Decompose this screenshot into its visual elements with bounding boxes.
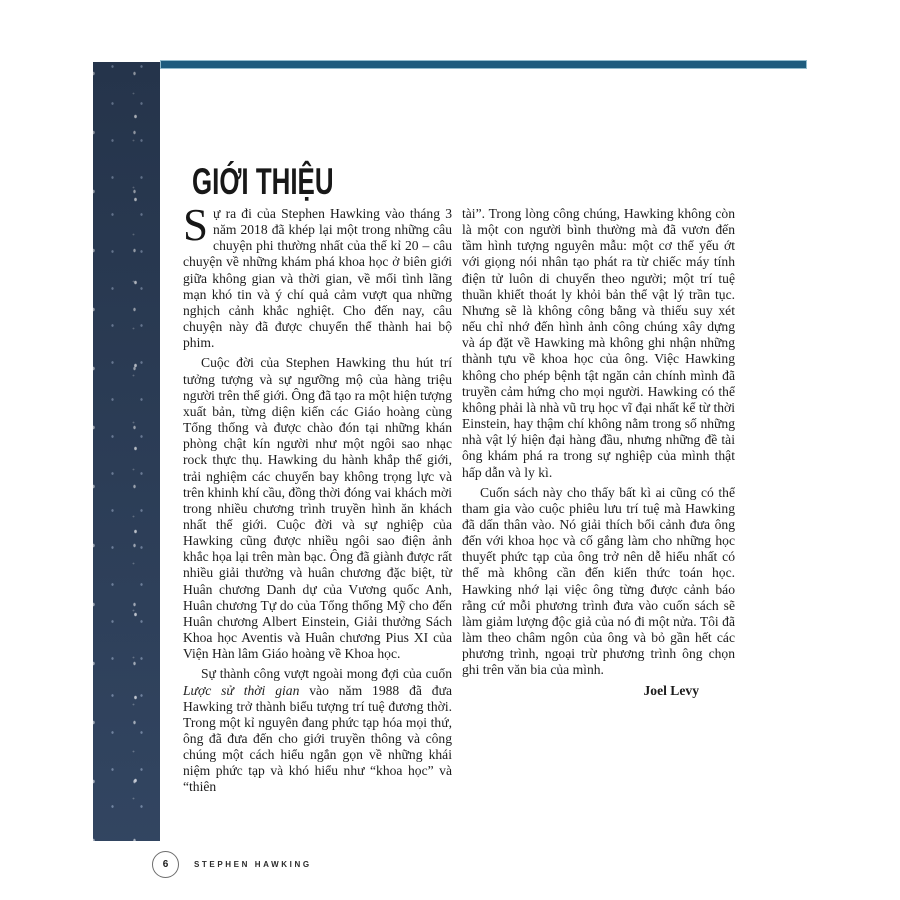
paragraph-3-post: vào năm 1988 đã đưa Hawking trở thành biểu tượng trí tuệ đương thời. Trong một kỉ nguyên đang phức tạp hóa mọi thứ, ông đã đưa đến cho giới truyền thông và công chúng một cách hiểu ngắn gọn về những khái niệm phức tạp và khó hiểu như “khoa học” và “thiên — [183, 682, 452, 795]
paragraph-2: Cuộc đời của Stephen Hawking thu hút trí tưởng tượng và sự ngưỡng mộ của hàng triệu người trên thế giới. Ông đã tạo ra một hiện tượng xuất bản, từng diện kiến các Giáo hoàng cùng Tổng thống và được chào đón tại những khán phòng chật kín người như một ngôi sao nhạc rock thực thụ. Hawking du hành khắp thế giới, trải nghiệm các chuyến bay không trọng lực và trên khinh khí cầu, đồng thời đóng vai khách mời trong nhiều chương trình truyền hình ăn khách nhất thế giới. Cuộc đời và sự nghiệp của Hawking cũng được nhiều ngôi sao điện ảnh khắc họa lại trên màn bạc. Ông đã giành được rất nhiều giải thưởng và huân chương đặc biệt, từ Huân chương Danh dự của Vương quốc Anh, Huân chương Tự do của Tổng thống Mỹ cho đến Huân chương Albert Einstein, Giải thưởng Sách Khoa học Aventis và Huân chương Pius XI của Viện Hàn lâm Giáo hoàng về Khoa học. — [183, 355, 452, 662]
header-rule-bar — [160, 60, 807, 69]
chapter-title: GIỚI THIỆU — [192, 160, 334, 202]
page-number-badge — [152, 851, 179, 878]
page-number: 6 — [162, 859, 169, 870]
paragraph-4: tài”. Trong lòng công chúng, Hawking không còn là một con người bình thường mà đã vươn đến tầm hình tượng nguyên mẫu: một cơ thể yếu ớt với giọng nói nhân tạo phát ra từ chiếc máy tính điện tử luôn di chuyển theo người; một trí tuệ thuần khiết thoát ly khỏi bản thể vật lý trần tục. Nhưng sẽ là không công bằng và thiếu suy xét nếu chỉ nhớ đến hình ảnh công chúng xây dựng và áp đặt về Hawking mà không ghi nhận những thành tựu về khoa học của ông. Việc Hawking không cho phép bệnh tật ngăn cản chính mình đã truyền cảm hứng cho mọi người. Hawking có thể không phải là nhà vũ trụ học vĩ đại nhất kể từ thời Einstein, hay thậm chí không nằm trong số những nhà vật lý hiện đại hàng đầu, nhưng những đề tài ông khám phá ra trong sự nghiệp của mình thật hấp dẫn và ly kì. — [462, 206, 735, 480]
paragraph-1 — [183, 200, 452, 351]
running-book-title: STEPHEN HAWKING — [194, 860, 312, 869]
author-signature: Joel Levy — [643, 682, 699, 698]
text-column-right — [462, 206, 735, 703]
drop-cap: S — [183, 200, 209, 250]
book-title-italic: Lược sử thời gian — [183, 682, 300, 698]
paragraph-3-pre: Sự thành công vượt ngoài mong đợi của cuốn — [201, 666, 452, 682]
paragraph-3 — [183, 666, 452, 795]
paragraph-1-text: ự ra đi của Stephen Hawking vào tháng 3 năm 2018 đã khép lại một trong những câu chuyện phi thường nhất của thế kỉ 20 – câu chuyện về những khám phá khoa học ở biên giới giữa không gian và thời gian, về mối tình lãng mạn khó tin và ý chí quả cảm vượt qua những nghịch cảnh khắc nghiệt. Cho đến nay, câu chuyện này đã được chuyển thể thành hai bộ phim. — [183, 206, 452, 351]
paragraph-5: Cuốn sách này cho thấy bất kì ai cũng có thể tham gia vào cuộc phiêu lưu trí tuệ mà Hawking đã dấn thân vào. Nó giải thích bối cảnh đưa ông đến với khoa học và cố gắng làm cho những học thuyết phức tạp của ông trở nên dễ hiểu nhất có thể mà không cần đến kiến thức toán học. Hawking nhớ lại việc ông từng được cảnh báo rằng cứ mỗi phương trình đưa vào cuốn sách sẽ làm giảm lượng độc giả của nó đi một nửa. Tôi đã làm theo châm ngôn của ông và bỏ gần hết các phương trình, ngoại trừ phương trình ông chọn ghi trên văn bia của mình. — [462, 484, 735, 678]
text-column-left — [183, 200, 452, 800]
starfield-strip-image — [93, 62, 160, 841]
page-footer — [152, 851, 312, 878]
